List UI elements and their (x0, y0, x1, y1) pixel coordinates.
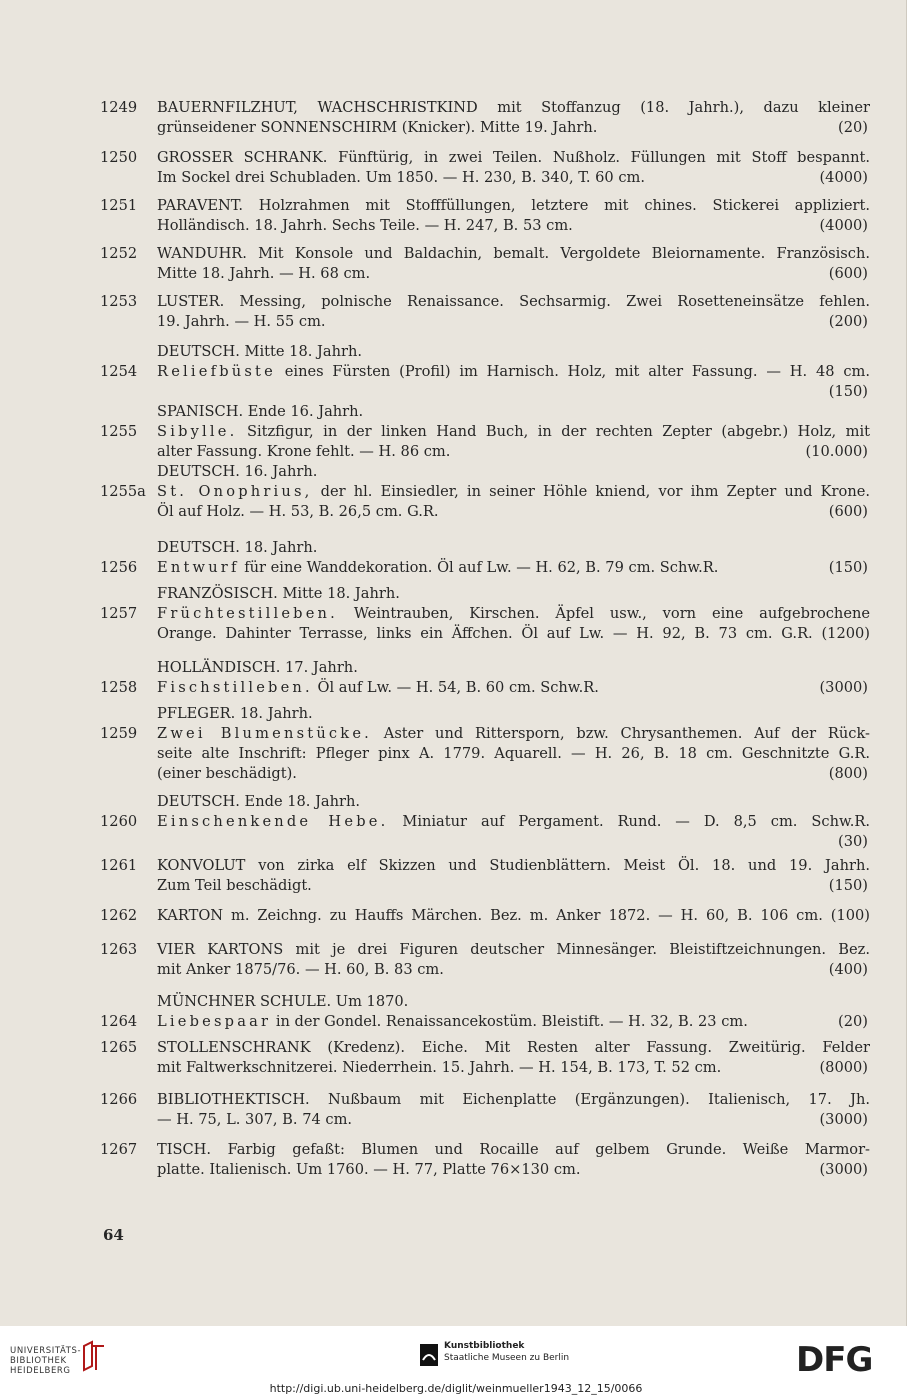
estimate-price: (4000) (819, 169, 868, 186)
lot-number: 1262 (100, 907, 138, 924)
lot-number: 1258 (100, 679, 138, 696)
lot-number: 1263 (100, 941, 138, 958)
estimate-price: (30) (838, 833, 868, 850)
entry-body (100, 292, 870, 332)
entry-body (100, 1140, 870, 1180)
entry-body (100, 98, 870, 138)
description-line (157, 876, 870, 896)
description-line (157, 362, 870, 382)
line-text: Sitzfigur, in der linken Hand Buch, in der rechten Zepter (abgebr.) Holz, mit (237, 423, 870, 440)
catalog-entry (100, 292, 870, 332)
lot-number: 1253 (100, 293, 138, 310)
catalog-entry (100, 148, 870, 188)
lot-number: 1257 (100, 605, 138, 622)
estimate-price: (8000) (819, 1059, 868, 1076)
lot-number: 1251 (100, 197, 138, 214)
line-text: Aster und Rittersporn, bzw. Chrysanthemen. Auf der Rück- (372, 725, 870, 742)
catalog-entry (100, 462, 870, 522)
estimate-price: (150) (828, 877, 868, 894)
line-text: VIER KARTONS mit je drei Figuren deutscher Minnesänger. Bleistiftzeichnungen. Bez. (157, 941, 870, 958)
catalog-entry (100, 704, 870, 784)
spaced-title: Liebespaar (157, 1013, 272, 1030)
entry-heading: DEUTSCH. 18. Jahrh. (157, 539, 318, 556)
entry-body (100, 422, 870, 462)
description-line (157, 1058, 870, 1078)
description-line (157, 98, 870, 118)
description-line (157, 812, 870, 832)
description-line (157, 244, 870, 264)
estimate-price: (400) (828, 961, 868, 978)
description-line (157, 940, 870, 960)
entry-body (100, 1038, 870, 1078)
lot-number: 1267 (100, 1141, 138, 1158)
line-text: eines Fürsten (Profil) im Harnisch. Holz, mit alter Fassung. — H. 48 cm. (275, 363, 870, 380)
line-text: — H. 75, L. 307, B. 74 cm. (157, 1111, 353, 1128)
line-text: STOLLENSCHRANK (Kredenz). Eiche. Mit Resten alter Fassung. Zweitürig. Felder (157, 1039, 870, 1056)
entry-body (100, 604, 870, 644)
description-line (157, 118, 870, 138)
line-text: der hl. Einsiedler, in seiner Höhle kniend, vor ihm Zepter und Krone. (312, 483, 870, 500)
entry-body (100, 812, 870, 852)
line-text: mit Faltwerkschnitzerei. Niederrhein. 15. Jahrh. — H. 154, B. 173, T. 52 cm. (157, 1059, 722, 1076)
catalog-entry (100, 342, 870, 402)
line-text: 19. Jahrh. — H. 55 cm. (157, 313, 326, 330)
estimate-price: (3000) (819, 679, 868, 696)
entry-body (100, 482, 870, 522)
line-text: Öl auf Lw. — H. 54, B. 60 cm. Schw.R. (312, 679, 599, 696)
description-line (157, 604, 870, 624)
description-line (157, 724, 870, 744)
line-text: PARAVENT. Holzrahmen mit Stofffüllungen, letztere mit chines. Stickerei appliziert. (157, 197, 870, 214)
description-line (157, 1090, 870, 1110)
lot-number: 1259 (100, 725, 138, 742)
catalog-entry (100, 856, 870, 896)
kunstbibliothek-logo-icon[interactable] (418, 1342, 440, 1368)
line-text: Miniatur auf Pergament. Rund. — D. 8,5 cm. Schw.R. (388, 813, 871, 830)
catalog-entry (100, 196, 870, 236)
description-line (157, 502, 870, 522)
viewer-footer (0, 1326, 912, 1398)
description-line (157, 196, 870, 216)
catalog-entry (100, 940, 870, 980)
description-line (157, 1160, 870, 1180)
line-text: Orange. Dahinter Terrasse, links ein Äffchen. Öl auf Lw. — H. 92, B. 73 cm. G.R. (1200) (157, 625, 870, 642)
dfg-logo[interactable]: DFG (796, 1340, 873, 1380)
description-line (157, 744, 870, 764)
line-text: (einer beschädigt). (157, 765, 297, 782)
description-line (157, 558, 870, 578)
spaced-title: Zwei Blumenstücke. (157, 725, 373, 742)
entry-body (100, 940, 870, 980)
catalog-entry (100, 1090, 870, 1130)
catalog-entry (100, 992, 870, 1032)
kunstbibliothek-label[interactable] (444, 1340, 569, 1364)
entry-heading: FRANZÖSISCH. Mitte 18. Jahrh. (157, 585, 400, 602)
catalog-entry (100, 538, 870, 578)
entry-heading: DEUTSCH. Ende 18. Jahrh. (157, 793, 361, 810)
entry-body (100, 558, 870, 578)
description-line (157, 292, 870, 312)
line-text: mit Anker 1875/76. — H. 60, B. 83 cm. (157, 961, 444, 978)
entry-heading: SPANISCH. Ende 16. Jahrh. (157, 403, 364, 420)
line-text: LUSTER. Messing, polnische Renaissance. Sechsarmig. Zwei Rosetteneinsätze fehlen. (157, 293, 870, 310)
line-text: KARTON m. Zeichng. zu Hauffs Märchen. Bez. m. Anker 1872. — H. 60, B. 106 cm. (100) (157, 907, 870, 924)
estimate-price: (4000) (819, 217, 868, 234)
lot-number: 1256 (100, 559, 138, 576)
spaced-title: Fischstilleben. (157, 679, 313, 696)
estimate-price: (600) (828, 265, 868, 282)
entry-body (100, 724, 870, 784)
estimate-price: (150) (828, 559, 868, 576)
catalog-entry (100, 1038, 870, 1078)
entry-body (100, 148, 870, 188)
page-number: 64 (103, 1226, 124, 1244)
estimate-price: (3000) (819, 1111, 868, 1128)
university-library-label[interactable] (10, 1346, 81, 1376)
lot-number: 1260 (100, 813, 138, 830)
estimate-price: (800) (828, 765, 868, 782)
entry-body (100, 856, 870, 896)
entry-body (100, 678, 870, 698)
estimate-price: (20) (838, 119, 868, 136)
estimate-price: (150) (828, 383, 868, 400)
line-text: Mitte 18. Jahrh. — H. 68 cm. (157, 265, 371, 282)
line-text: WANDUHR. Mit Konsole und Baldachin, bemalt. Vergoldete Bleiornamente. Französisch. (157, 245, 870, 262)
catalog-entry (100, 658, 870, 698)
entry-body (100, 1012, 870, 1032)
spaced-title: Einschenkende Hebe. (157, 813, 389, 830)
line-text: BIBLIOTHEKTISCH. Nußbaum mit Eichenplatte (Ergänzungen). Italienisch, 17. Jh. (157, 1091, 870, 1108)
catalog-entry (100, 792, 870, 852)
line-text: KONVOLUT von zirka elf Skizzen und Studienblättern. Meist Öl. 18. und 19. Jahrh. (157, 857, 870, 874)
lot-number: 1254 (100, 363, 138, 380)
description-line (157, 216, 870, 236)
line-text: für eine Wanddekoration. Öl auf Lw. — H. 62, B. 79 cm. Schw.R. (239, 559, 719, 576)
university-line-3: HEIDELBERG (10, 1366, 71, 1376)
description-line (157, 264, 870, 284)
lot-number: 1255a (100, 483, 146, 500)
catalog-entry (100, 98, 870, 138)
description-line (157, 482, 870, 502)
kunstbibliothek-title: Kunstbibliothek (444, 1341, 525, 1351)
description-line (157, 422, 870, 442)
description-line (157, 856, 870, 876)
line-text: Öl auf Holz. — H. 53, B. 26,5 cm. G.R. (157, 503, 439, 520)
kunstbibliothek-subtitle: Staatliche Museen zu Berlin (444, 1353, 570, 1363)
description-line (157, 442, 870, 462)
entry-heading: DEUTSCH. Mitte 18. Jahrh. (157, 343, 362, 360)
description-line (157, 960, 870, 980)
estimate-price: (600) (828, 503, 868, 520)
estimate-price: (3000) (819, 1161, 868, 1178)
catalog-entry (100, 244, 870, 284)
lot-number: 1261 (100, 857, 138, 874)
entry-heading: MÜNCHNER SCHULE. Um 1870. (157, 993, 409, 1010)
description-line (157, 906, 870, 926)
description-line (157, 1038, 870, 1058)
description-line (157, 764, 870, 784)
line-text: platte. Italienisch. Um 1760. — H. 77, Platte 76×130 cm. (157, 1161, 581, 1178)
description-line (157, 1140, 870, 1160)
description-line (157, 312, 870, 332)
line-text: seite alte Inschrift: Pfleger pinx A. 1779. Aquarell. — H. 26, B. 18 cm. Geschnitzte G.R. (157, 745, 870, 762)
description-line (157, 1110, 870, 1130)
lot-number: 1255 (100, 423, 138, 440)
university-line-2: BIBLIOTHEK (10, 1356, 67, 1366)
line-text: Holländisch. 18. Jahrh. Sechs Teile. — H. 247, B. 53 cm. (157, 217, 573, 234)
entry-body (100, 196, 870, 236)
line-text: alter Fassung. Krone fehlt. — H. 86 cm. (157, 443, 451, 460)
line-text: Zum Teil beschädigt. (157, 877, 312, 894)
university-line-1: UNIVERSITÄTS- (10, 1346, 82, 1356)
lot-number: 1264 (100, 1013, 138, 1030)
description-line (157, 832, 870, 852)
line-text: grünseidener SONNENSCHIRM (Knicker). Mitte 19. Jahrh. (157, 119, 598, 136)
line-text: GROSSER SCHRANK. Fünftürig, in zwei Teilen. Nußholz. Füllungen mit Stoff bespannt. (157, 149, 870, 166)
entry-body (100, 906, 870, 926)
spaced-title: Sibylle. (157, 423, 238, 440)
entry-heading: PFLEGER. 18. Jahrh. (157, 705, 313, 722)
spaced-title: Reliefbüste (157, 363, 276, 380)
entry-body (100, 362, 870, 402)
lot-number: 1252 (100, 245, 138, 262)
spaced-title: St. Onophrius, (157, 483, 313, 500)
entry-heading: HOLLÄNDISCH. 17. Jahrh. (157, 659, 358, 676)
lot-number: 1266 (100, 1091, 138, 1108)
description-line (157, 148, 870, 168)
lot-number: 1249 (100, 99, 138, 116)
entry-body (100, 1090, 870, 1130)
line-text: BAUERNFILZHUT, WACHSCHRISTKIND mit Stoffanzug (18. Jahrh.), dazu kleiner (157, 99, 870, 116)
description-line (157, 382, 870, 402)
entry-body (100, 244, 870, 284)
line-text: in der Gondel. Renaissancekostüm. Bleistift. — H. 32, B. 23 cm. (271, 1013, 748, 1030)
line-text: Weintrauben, Kirschen. Äpfel usw., vorn eine aufgebrochene (337, 605, 870, 622)
spaced-title: Entwurf (157, 559, 240, 576)
description-line (157, 624, 870, 644)
document-url[interactable]: http://digi.ub.uni-heidelberg.de/diglit/weinmueller1943_12_15/0066 (269, 1382, 643, 1395)
catalog-entry (100, 1140, 870, 1180)
estimate-price: (20) (838, 1013, 868, 1030)
line-text: TISCH. Farbig gefaßt: Blumen und Rocaille auf gelbem Grunde. Weiße Marmor- (157, 1141, 870, 1158)
lot-number: 1250 (100, 149, 138, 166)
line-text: Im Sockel drei Schubladen. Um 1850. — H. 230, B. 340, T. 60 cm. (157, 169, 646, 186)
estimate-price: (200) (828, 313, 868, 330)
description-line (157, 678, 870, 698)
university-logo-icon[interactable] (80, 1340, 108, 1374)
catalog-entry (100, 402, 870, 462)
lot-number: 1265 (100, 1039, 138, 1056)
catalog-entry (100, 906, 870, 926)
catalog-entry (100, 584, 870, 644)
description-line (157, 168, 870, 188)
entry-heading: DEUTSCH. 16. Jahrh. (157, 463, 318, 480)
estimate-price: (10.000) (805, 443, 868, 460)
description-line (157, 1012, 870, 1032)
spaced-title: Früchtestilleben. (157, 605, 338, 622)
